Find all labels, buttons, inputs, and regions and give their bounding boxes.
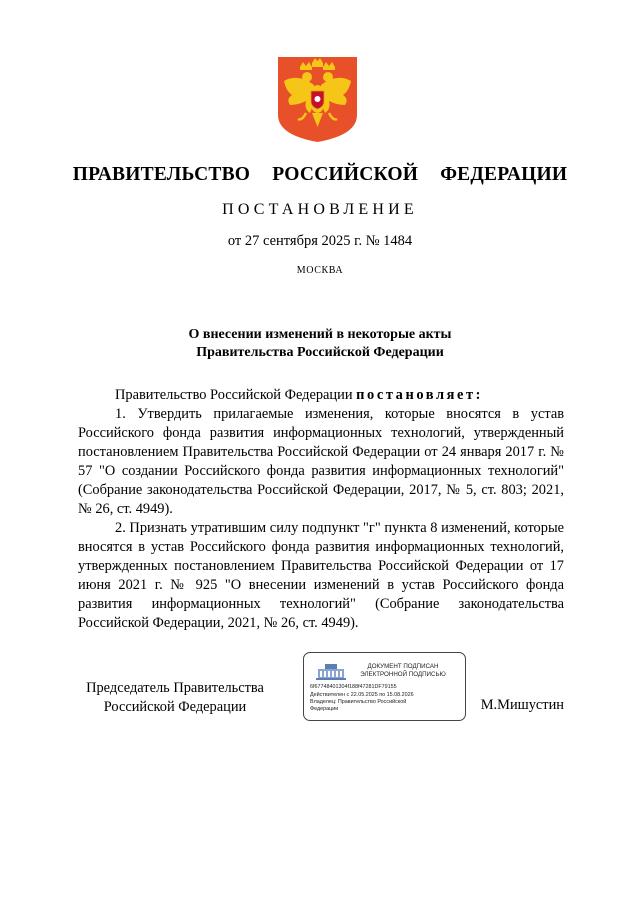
item-1-paragraph: 1. Утвердить прилагаемые изменения, которые вносятся в устав Российского фонда развития информационных технологий, утвержденный постановлением Правительства Российской Федерации от 24 января 2017 г. № 57 "О создании Российского фонда развития информационных технологий" (Собрание законодательства Российской Федерации, 2017, № 5, ст. 803; 2021, № 26, ст. 4949). [78,406,564,517]
document-type: ПОСТАНОВЛЕНИЕ [222,201,418,218]
document-date-number: от 27 сентября 2025 г. № 1484 [227,233,413,249]
position-line-2: Российской Федерации [103,699,247,715]
intro-text: Правительство Российской Федерации [115,387,357,403]
position-line-1: Председатель Правительства [86,680,264,696]
signatory-position [78,679,272,717]
stamp-title-line-1: ДОКУМЕНТ ПОДПИСАН [367,663,439,670]
document-body [78,386,564,633]
certificate-validity: Действителен с 22.05.2025 по 15.08.2026 [310,692,414,698]
stamp-title-line-2: ЭЛЕКТРОННОЙ ПОДПИСЬЮ [360,670,446,678]
document-subject [0,326,640,362]
electronic-signature-stamp [303,652,466,721]
certificate-owner-line-1: Владелец: Правительство Российской [310,699,407,705]
government-title: ПРАВИТЕЛЬСТВО РОССИЙСКОЙ ФЕДЕРАЦИИ [72,164,568,185]
item-2-paragraph: 2. Признать утратившим силу подпункт "г" пункта 8 изменений, которые вносятся в устав Российского фонда развития информационных технологий, утвержденных постановлением Правительства Российской Федерации от 17 июня 2021 г. № 925 "О внесении изменений в устав Российского фонда развития информационных технологий" (Собрание законодательства Российской Федерации, 2021, № 26, ст. 4949). [78,520,564,631]
document-city: МОСКВА [296,265,344,276]
certificate-serial: 6f67748401304f188f47281DF79155 [310,684,397,690]
decree-word: постановляет: [356,387,484,403]
government-building-icon [316,663,346,681]
stamp-title [344,663,462,678]
subject-line-1: О внесении изменений в некоторые акты [188,327,452,342]
intro-paragraph [78,386,564,405]
subject-line-2: Правительства Российской Федерации [196,345,444,360]
russian-coat-of-arms-icon [276,55,359,143]
certificate-owner-line-2: Федерации [310,706,339,712]
signatory-name: М.Мишустин [480,697,564,713]
